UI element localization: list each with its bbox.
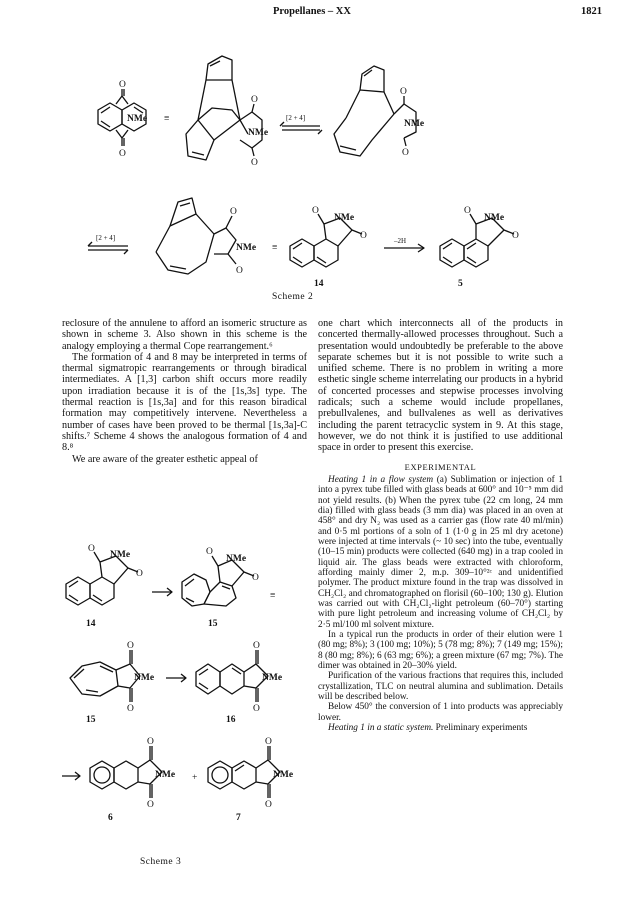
- svg-text:O: O: [236, 266, 243, 276]
- svg-text:O: O: [265, 800, 272, 810]
- right-column: [318, 318, 563, 733]
- structure-compound-16: [196, 650, 268, 702]
- group-nme: NMe: [248, 128, 269, 138]
- group-nme: NMe: [110, 550, 131, 560]
- scheme-2-figure: [0, 0, 624, 305]
- page-number: 1821: [581, 6, 602, 17]
- svg-text:O: O: [402, 148, 409, 158]
- svg-text:O: O: [88, 544, 95, 554]
- scheme-3-figure: [60, 536, 320, 876]
- atom-o: O: [119, 80, 126, 90]
- equiv-symbol: ≡: [272, 243, 278, 253]
- svg-text:O: O: [253, 704, 260, 714]
- svg-text:O: O: [230, 207, 237, 217]
- structure-cage-tetracycle-2: [334, 66, 416, 156]
- svg-text:O: O: [360, 231, 367, 241]
- group-nme: NMe: [273, 770, 294, 780]
- svg-text:O: O: [127, 641, 134, 651]
- paragraph: reclosure of the annulene to afford an isomeric structure as shown in scheme 3. Also shown in this scheme is the analogy employing a thermal Cope rearrangement.⁶: [62, 318, 307, 352]
- paragraph: We are aware of the greater esthetic appeal of: [72, 453, 258, 465]
- atom-o: O: [119, 149, 126, 159]
- svg-text:O: O: [400, 87, 407, 97]
- svg-text:O: O: [265, 737, 272, 747]
- paragraph: The formation of 4 and 8 may be interpreted in terms of thermal sigmatropic rearrangements or through biradical intermediates. A [1,3] carbon shift occurs more readily upon irradiation because it is of the [1s,3s] type. The thermal reaction is [1s,3a] and for this reason biradical formation may competitively intervene. Nevertheless a number of cases have been proved to be thermal [1s,3a]-C shifts.⁷ Scheme 4 shows the analogous formation of 4 and 8.⁸: [62, 351, 307, 454]
- svg-text:O: O: [464, 206, 471, 216]
- svg-text:O: O: [251, 95, 258, 105]
- equiv-symbol: ≡: [270, 591, 276, 601]
- run-in-heading: Heating 1 in a static system.: [328, 723, 434, 734]
- group-nme: NMe: [262, 673, 283, 683]
- equiv-symbol: ≡: [164, 114, 170, 124]
- group-nme: NMe: [334, 213, 355, 223]
- arrow-label: [2 + 4]: [96, 234, 116, 242]
- running-header-title: Propellanes – XX: [273, 6, 351, 17]
- structure-compound-7: [208, 746, 280, 798]
- structure-cage-tetracycle: [186, 56, 262, 160]
- paragraph: Heating 1 in a static system. Preliminary experiments: [328, 723, 528, 734]
- group-nme: NMe: [134, 673, 155, 683]
- svg-text:O: O: [312, 206, 319, 216]
- compound-number: 7: [236, 813, 241, 823]
- compound-number: 15: [86, 715, 96, 725]
- svg-text:O: O: [253, 641, 260, 651]
- structure-compound-15-annulene: [70, 650, 140, 702]
- plus-sign: +: [192, 773, 198, 783]
- svg-text:O: O: [136, 569, 143, 579]
- svg-text:O: O: [206, 547, 213, 557]
- compound-number: 15: [208, 619, 218, 629]
- group-nme: NMe: [127, 114, 148, 124]
- paragraph: Purification of the various fractions that requires this, included crystallization, TLC on neutral alumina and sublimation. Details will be described below.: [318, 671, 563, 703]
- group-nme: NMe: [404, 119, 425, 129]
- group-nme: NMe: [484, 213, 505, 223]
- svg-text:O: O: [512, 231, 519, 241]
- arrow-label: [2 + 4]: [286, 114, 306, 122]
- compound-number: 6: [108, 813, 113, 823]
- structure-compound-6: [90, 746, 162, 798]
- svg-text:O: O: [147, 800, 154, 810]
- svg-text:O: O: [127, 704, 134, 714]
- paragraph: In a typical run the products in order of their elution were 1 (80 mg; 8%); 3 (100 mg; 10%); 5 (78 mg; 8%); 7 (149 mg; 15%); 8 (80 mg; 8%); 6 (63 mg; 6%); a green mixture (67 mg; 7%). The dimer was obtained in 20–30% yield.: [318, 630, 563, 672]
- compound-number: 14: [314, 279, 324, 289]
- experimental-heading: EXPERIMENTAL: [404, 461, 477, 472]
- paragraph: one chart which interconnects all of the products in concerted thermally-allowed processes throughout. Such a presentation would undoubtedly be preferable to the above separate schemes but it is not possible to write such a unified scheme. There is no problem in writing a more esthetic single scheme interrelating our products in a hybrid of concerted processes and stepwise processes involving radicals; such a scheme would include propellanes, prebullvalenes, and bullvalenes as well as derivatives including the parent tetracyclic system in 9. At this stage, however, we do not think it is justified to use additional space in order to present this exercise.: [318, 318, 563, 454]
- svg-text:O: O: [251, 158, 258, 168]
- group-nme: NMe: [226, 554, 247, 564]
- scheme-3-caption: Scheme 3: [140, 857, 182, 867]
- left-column: [62, 318, 307, 465]
- paragraph: Heating 1 in a flow system (a) Sublimation or injection of 1 into a pyrex tube filled with glass beads at 600° and 10⁻⁵ mm did not yield results. (b) When the pyrex tube (22 cm long, 24 mm dia) filled with glass beads (3 mm dia) was placed in an oven at 458° and dry N₂ was used as a carrier gas (flow rate 40 ml/min) and 0·5 ml portions of a soln of 1 (1·0 g in 25 ml dry acetone) were injected at time intervals (~ 10 sec) into the tube, eventually (10–15 min) products were collected (640 mg) in a trap cooled in liquid air. The glass beads were extracted with chloroform, affording mainly dimer 2, m.p. 309–10°²ᶜ and unidentified polymer. The product mixture found in the trap was dissolved in CH₂Cl₂ and chromatographed on florisil (60–100; 130 g). Elution was carried out with CH₂Cl₂-light petroleum (60–70°) starting with pure light petroleum and increasing volume of CH₂Cl₂ by 2·5 ml/100 ml solvent mixture.: [318, 474, 563, 630]
- paragraph: Below 450° the conversion of 1 into products was appreciably lower.: [318, 702, 563, 723]
- run-in-heading: Heating 1 in a flow system: [328, 474, 434, 485]
- compound-number: 5: [458, 279, 463, 289]
- compound-number: 14: [86, 619, 96, 629]
- svg-text:O: O: [147, 737, 154, 747]
- group-nme: NMe: [155, 770, 176, 780]
- scheme-2-caption: Scheme 2: [272, 292, 314, 302]
- structure-bridged-intermediate: [156, 198, 236, 274]
- group-nme: NMe: [236, 243, 257, 253]
- compound-number: 16: [226, 715, 236, 725]
- svg-text:O: O: [252, 573, 259, 583]
- arrow-label: –2H: [394, 237, 407, 245]
